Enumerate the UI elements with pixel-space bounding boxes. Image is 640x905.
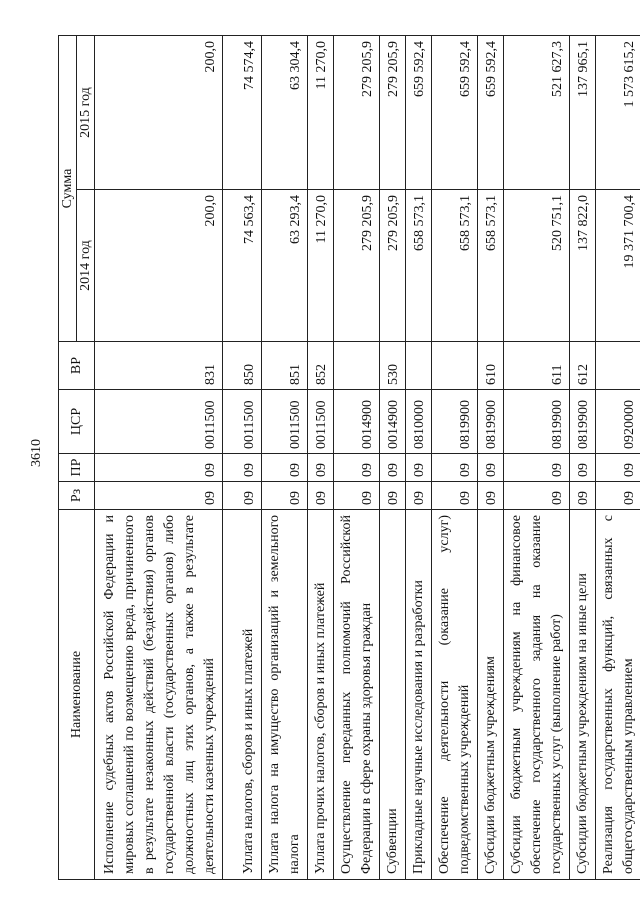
cell-y2014: 74 563,4 [223, 190, 262, 342]
page-number: 3610 [29, 439, 44, 467]
cell-name: Прикладные научные исследования и разработки [406, 510, 432, 880]
cell-vr: 612 [570, 342, 596, 390]
cell-name: Исполнение судебных актов Российской Федерации и мировых соглашений по возмещению вреда, причиненного в результате незаконных действий (бездействия) органов государственной власти (государственных органов) либо должностных лиц этих органов, а также в результате деятельности казенных учреждений [95, 510, 223, 880]
cell-y2014: 520 751,1 [504, 190, 570, 342]
table-row [223, 36, 262, 880]
header-2015: 2015 год [77, 36, 95, 190]
cell-name: Осуществление переданных полномочий Российской Федерации в сфере охраны здоровья граждан [334, 510, 380, 880]
table-row [406, 36, 432, 880]
table-row [432, 36, 478, 880]
header-rz: Рз [59, 482, 95, 510]
cell-name: Уплата налога на имущество организаций и земельного налога [262, 510, 308, 880]
cell-csr: 0011500 [308, 390, 334, 454]
cell-name: Уплата налогов, сборов и иных платежей [223, 510, 262, 880]
cell-y2014: 19 371 700,4 [596, 190, 640, 342]
table-row [262, 36, 308, 880]
cell-pr: 09 [223, 454, 262, 482]
header-pr: ПР [59, 454, 95, 482]
cell-y2015: 521 627,3 [504, 36, 570, 190]
cell-name: Субсидии бюджетным учреждениям на финансовое обеспечение государственного задания на оказание государственных услуг (выполнение работ) [504, 510, 570, 880]
cell-pr: 09 [504, 454, 570, 482]
cell-y2014: 658 573,1 [478, 190, 504, 342]
cell-y2014: 63 293,4 [262, 190, 308, 342]
cell-y2015: 1 573 615,2 [596, 36, 640, 190]
cell-csr: 0011500 [262, 390, 308, 454]
cell-rz: 09 [223, 482, 262, 510]
cell-rz: 09 [334, 482, 380, 510]
cell-rz: 09 [504, 482, 570, 510]
cell-csr: 0819900 [432, 390, 478, 454]
table-row [596, 36, 640, 880]
cell-y2014: 279 205,9 [334, 190, 380, 342]
cell-pr: 09 [478, 454, 504, 482]
cell-vr: 852 [308, 342, 334, 390]
table-row [308, 36, 334, 880]
cell-y2014: 137 822,0 [570, 190, 596, 342]
cell-name: Субсидии бюджетным учреждениям на иные цели [570, 510, 596, 880]
cell-csr: 0920000 [596, 390, 640, 454]
header-sum: Сумма [59, 36, 77, 342]
cell-pr: 09 [308, 454, 334, 482]
cell-y2015: 63 304,4 [262, 36, 308, 190]
cell-pr: 09 [262, 454, 308, 482]
cell-name: Субвенции [380, 510, 406, 880]
cell-pr: 09 [406, 454, 432, 482]
cell-pr: 09 [380, 454, 406, 482]
cell-csr: 0810000 [406, 390, 432, 454]
cell-csr: 0819900 [504, 390, 570, 454]
cell-csr: 0819900 [570, 390, 596, 454]
cell-y2015: 74 574,4 [223, 36, 262, 190]
cell-vr: 610 [478, 342, 504, 390]
cell-rz: 09 [570, 482, 596, 510]
cell-csr: 0819900 [478, 390, 504, 454]
cell-vr [596, 342, 640, 390]
table-row [334, 36, 380, 880]
cell-y2015: 279 205,9 [334, 36, 380, 190]
table-row [504, 36, 570, 880]
cell-csr: 0011500 [223, 390, 262, 454]
cell-pr: 09 [95, 454, 223, 482]
cell-y2014: 658 573,1 [406, 190, 432, 342]
table-row [478, 36, 504, 880]
cell-y2015: 659 592,4 [406, 36, 432, 190]
cell-y2015: 279 205,9 [380, 36, 406, 190]
cell-csr: 0011500 [95, 390, 223, 454]
cell-vr: 851 [262, 342, 308, 390]
table-body [95, 36, 640, 880]
cell-pr: 09 [596, 454, 640, 482]
cell-pr: 09 [334, 454, 380, 482]
cell-rz: 09 [478, 482, 504, 510]
cell-rz: 09 [95, 482, 223, 510]
cell-vr [334, 342, 380, 390]
header-vr: ВР [59, 342, 95, 390]
cell-pr: 09 [570, 454, 596, 482]
cell-vr [432, 342, 478, 390]
header-2014: 2014 год [77, 190, 95, 342]
table-row [95, 36, 223, 880]
cell-rz: 09 [380, 482, 406, 510]
cell-vr [406, 342, 432, 390]
cell-pr: 09 [432, 454, 478, 482]
cell-vr: 831 [95, 342, 223, 390]
cell-y2014: 200,0 [95, 190, 223, 342]
cell-y2015: 659 592,4 [478, 36, 504, 190]
cell-rz: 09 [308, 482, 334, 510]
cell-vr: 611 [504, 342, 570, 390]
cell-vr: 850 [223, 342, 262, 390]
cell-y2014: 279 205,9 [380, 190, 406, 342]
table-row [380, 36, 406, 880]
header-name: Наименование [59, 510, 95, 880]
cell-rz: 09 [406, 482, 432, 510]
cell-y2014: 658 573,1 [432, 190, 478, 342]
cell-name: Обеспечение деятельности (оказание услуг) подведомственных учреждений [432, 510, 478, 880]
cell-vr: 530 [380, 342, 406, 390]
header-csr: ЦСР [59, 390, 95, 454]
cell-y2015: 11 270,0 [308, 36, 334, 190]
cell-rz: 09 [432, 482, 478, 510]
cell-y2014: 11 270,0 [308, 190, 334, 342]
table-row [570, 36, 596, 880]
cell-csr: 0014900 [380, 390, 406, 454]
cell-rz: 09 [262, 482, 308, 510]
cell-name: Реализация государственных функций, связанных с общегосударственным управлением [596, 510, 640, 880]
budget-table [58, 35, 640, 880]
cell-y2015: 659 592,4 [432, 36, 478, 190]
cell-name: Субсидии бюджетным учреждениям [478, 510, 504, 880]
cell-y2015: 200,0 [95, 36, 223, 190]
cell-y2015: 137 965,1 [570, 36, 596, 190]
cell-name: Уплата прочих налогов, сборов и иных платежей [308, 510, 334, 880]
cell-rz: 09 [596, 482, 640, 510]
cell-csr: 0014900 [334, 390, 380, 454]
